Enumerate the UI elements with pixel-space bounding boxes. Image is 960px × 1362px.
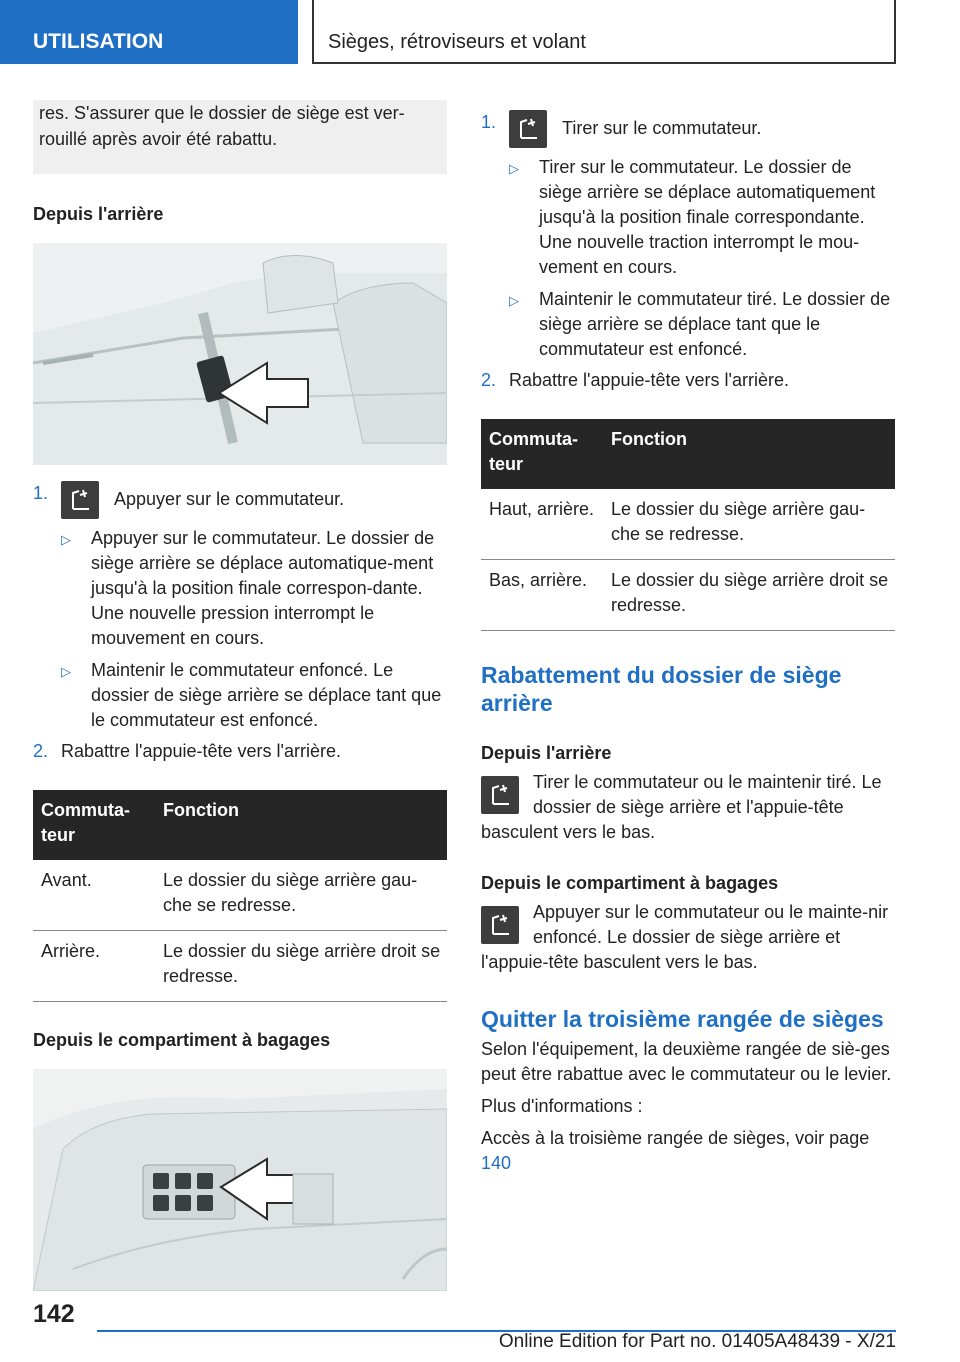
header-section: UTILISATION: [0, 0, 298, 64]
step-text: Tirer sur le commutateur.: [562, 117, 762, 138]
heading-trunk: Depuis le compartiment à bagages: [33, 1030, 331, 1050]
right-step-2: [481, 368, 895, 393]
right-column: [481, 100, 895, 1176]
table-cell: Le dossier du siège arrière gau-che se redresse.: [155, 860, 447, 931]
left-bullet-1: [33, 526, 447, 651]
table-cell: Avant.: [33, 860, 155, 931]
table-row: [33, 860, 447, 931]
note-text: res. S'assurer que le dossier de siège est ver-rouillé après avoir été rabattu.: [39, 103, 405, 149]
bullet-text: Tirer sur le commutateur. Le dossier de siège arrière se déplace automatiquement jusqu'à la position finale correspondante. Une nouvelle traction interrompt le mou-vement en cours.: [539, 157, 876, 277]
trunk-photo: [33, 1069, 447, 1291]
paragraph-text: Accès à la troisième rangée de sièges, voir page: [481, 1128, 870, 1148]
table-cell: Bas, arrière.: [481, 560, 603, 631]
table-cell: Arrière.: [33, 931, 155, 1002]
left-step-1: [33, 481, 447, 519]
footer-edition: Online Edition for Part no. 01405A48439 - X/21: [498, 1331, 896, 1352]
bullet-triangle-icon: ▷: [509, 293, 519, 308]
step-text: Rabattre l'appuie-tête vers l'arrière.: [509, 370, 790, 390]
right-switch-table: [481, 419, 895, 631]
right-bullet-1: [481, 155, 895, 280]
left-step-2: [33, 739, 447, 764]
bullet-triangle-icon: ▷: [61, 532, 71, 547]
paragraph-text: Tirer le commutateur ou le maintenir tiré. Le dossier de siège arrière et l'appuie-tête basculent vers le bas.: [481, 772, 882, 842]
exit-paragraph-1: Selon l'équipement, la deuxième rangée de siè-ges peut être rabattue avec le commutateur ou le levier.: [481, 1039, 892, 1084]
left-switch-table: [33, 790, 447, 1002]
subheading-rear: Depuis l'arrière: [481, 743, 612, 763]
bullet-triangle-icon: ▷: [509, 161, 519, 176]
table-row: [33, 931, 447, 1002]
seat-switch-icon: [481, 776, 519, 814]
table-cell: Haut, arrière.: [481, 489, 603, 560]
table-row: [481, 560, 895, 631]
table-header-function: Fonction: [155, 790, 447, 860]
table-header-switch: Commuta-teur: [481, 419, 603, 489]
page-number: 142: [33, 1300, 75, 1328]
exit-paragraph-3: [481, 1126, 895, 1176]
step-text: Rabattre l'appuie-tête vers l'arrière.: [61, 741, 342, 761]
page-link[interactable]: 140: [481, 1153, 512, 1173]
header-title: Sièges, rétroviseurs et volant: [312, 0, 896, 64]
note-box: [33, 100, 447, 174]
step-number: 1.: [481, 112, 497, 132]
table-header-switch: Commuta-teur: [33, 790, 155, 860]
heading-rear: Depuis l'arrière: [33, 204, 164, 224]
left-bullet-2: [33, 658, 447, 733]
heading-exit-third-row: Quitter la troisième rangée de sièges: [481, 1006, 884, 1032]
paragraph-text: Appuyer sur le commutateur ou le mainte-nir enfoncé. Le dossier de siège arrière et l'appuie-tête basculent vers le bas.: [481, 902, 889, 972]
subheading-trunk: Depuis le compartiment à bagages: [481, 873, 779, 893]
right-step-1: [481, 110, 895, 148]
step-number: 2.: [481, 370, 497, 390]
bullet-text: Appuyer sur le commutateur. Le dossier de siège arrière se déplace automatique-ment jusqu'à la position finale correspon-dante. Une nouvelle pression interrompt le mouvement en cours.: [91, 528, 435, 648]
seat-switch-icon: [61, 481, 99, 519]
table-cell: Le dossier du siège arrière gau-che se redresse.: [603, 489, 895, 560]
table-row: [481, 489, 895, 560]
table-cell: Le dossier du siège arrière droit se redresse.: [603, 560, 895, 631]
exit-paragraph-2: Plus d'informations :: [481, 1096, 643, 1116]
rear-paragraph: [481, 770, 895, 845]
step-text: Appuyer sur le commutateur.: [114, 488, 345, 509]
left-column: [33, 100, 447, 1291]
step-number: 1.: [33, 483, 49, 503]
table-cell: Le dossier du siège arrière droit se redresse.: [155, 931, 447, 1002]
trunk-paragraph: [481, 900, 895, 975]
bullet-text: Maintenir le commutateur tiré. Le dossier de siège arrière se déplace tant que le commutateur est enfoncé.: [539, 289, 891, 359]
rear-seat-photo: [33, 243, 447, 465]
heading-fold-backrest: Rabattement du dossier de siège arrière: [481, 662, 842, 716]
seat-switch-icon: [481, 906, 519, 944]
right-bullet-2: [481, 287, 895, 362]
bullet-triangle-icon: ▷: [61, 664, 71, 679]
seat-switch-icon: [509, 110, 547, 148]
table-header-function: Fonction: [603, 419, 895, 489]
bullet-text: Maintenir le commutateur enfoncé. Le dossier de siège arrière se déplace tant que le commutateur est enfoncé.: [91, 660, 442, 730]
step-number: 2.: [33, 741, 49, 761]
